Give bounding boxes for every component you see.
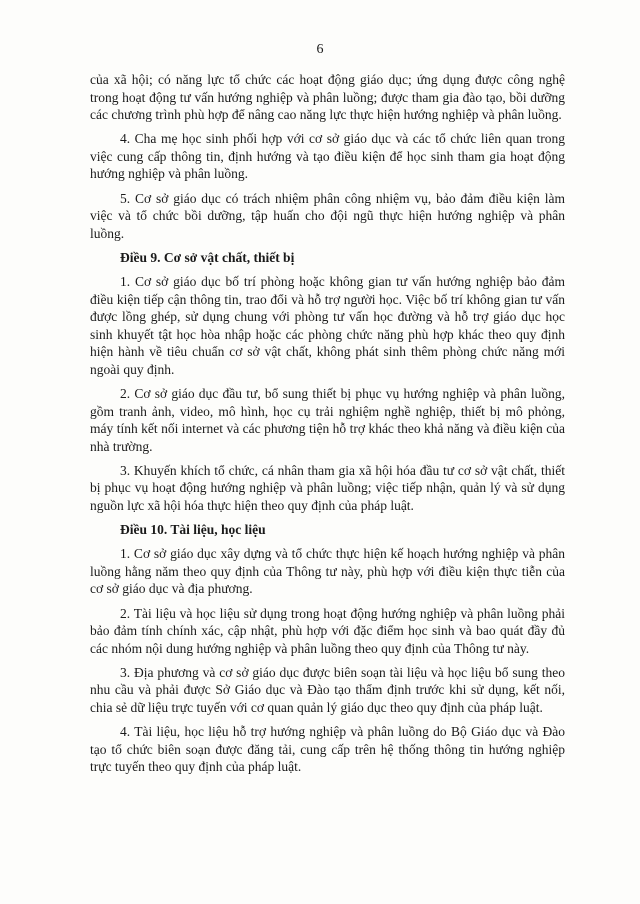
paragraph-continuation: của xã hội; có năng lực tổ chức các hoạt động giáo dục; ứng dụng được công nghệ trong hoạt động tư vấn hướng nghiệp và phân luồng; được tham gia đào tạo, bồi dưỡng các chương trình phù hợp để nâng cao năng lực thực hiện hướng nghiệp và phân luồng.	[90, 72, 565, 123]
page-number: 6	[316, 42, 324, 57]
article-10-item-1: 1. Cơ sở giáo dục xây dựng và tổ chức thực hiện kế hoạch hướng nghiệp và phân luồng hằng năm theo quy định của Thông tư này, phù hợp với điều kiện thực tiễn của cơ sở giáo dục và địa phương.	[90, 546, 565, 597]
article-9-item-1: 1. Cơ sở giáo dục bố trí phòng hoặc không gian tư vấn hướng nghiệp bảo đảm điều kiện tiếp cận thông tin, trao đổi và hỗ trợ người học. Việc bố trí không gian tư vấn được lồng ghép, sử dụng chung với phòng tư vấn học đường và hỗ trợ giáo dục học sinh khuyết tật học hòa nhập hoặc các phòng chức năng phù hợp khác theo quy định hiện hành về tiêu chuẩn cơ sở vật chất, không phát sinh thêm phòng chức năng mới ngoài quy định.	[90, 273, 565, 377]
article-10-item-4: 4. Tài liệu, học liệu hỗ trợ hướng nghiệp và phân luồng do Bộ Giáo dục và Đào tạo tổ chức biên soạn được đăng tải, cung cấp trên hệ thống thông tin hướng nghiệp trực tuyến theo quy định của pháp luật.	[90, 724, 565, 775]
article-9-heading: Điều 9. Cơ sở vật chất, thiết bị	[120, 249, 295, 265]
article-10-heading: Điều 10. Tài liệu, học liệu	[120, 522, 266, 538]
article-10-item-3: 3. Địa phương và cơ sở giáo dục được biên soạn tài liệu và học liệu bổ sung theo nhu cầu và phải được Sở Giáo dục và Đào tạo thẩm định trước khi sử dụng, kết nối, chia sẻ dữ liệu trực tuyến với cơ quan quản lý giáo dục theo quy định của pháp luật.	[90, 664, 565, 715]
document-body	[90, 71, 565, 782]
article-9-item-2: 2. Cơ sở giáo dục đầu tư, bổ sung thiết bị phục vụ hướng nghiệp và phân luồng, gồm tranh ảnh, video, mô hình, học cụ trải nghiệm nghề nghiệp, thiết bị mô phỏng, máy tính kết nối internet và các phương tiện hỗ trợ khác theo khả năng và điều kiện của nhà trường.	[90, 386, 565, 454]
article-9-item-3: 3. Khuyến khích tổ chức, cá nhân tham gia xã hội hóa đầu tư cơ sở vật chất, thiết bị phục vụ hoạt động hướng nghiệp và phân luồng; việc tiếp nhận, quản lý và sử dụng nguồn lực xã hội hóa thực hiện theo quy định của pháp luật.	[90, 462, 565, 514]
article-10-item-2: 2. Tài liệu và học liệu sử dụng trong hoạt động hướng nghiệp và phân luồng phải bảo đảm tính chính xác, cập nhật, phù hợp với đặc điểm học sinh và bao quát đầy đủ các nhóm nội dung hướng nghiệp và phân luồng theo quy định của Thông tư này.	[90, 605, 565, 656]
paragraph-item-5: 5. Cơ sở giáo dục có trách nhiệm phân công nhiệm vụ, bảo đảm điều kiện làm việc và tổ chức bồi dưỡng, tập huấn cho đội ngũ thực hiện hướng nghiệp và phân luồng.	[90, 190, 565, 241]
paragraph-item-4: 4. Cha mẹ học sinh phối hợp với cơ sở giáo dục và các tổ chức liên quan trong việc cung cấp thông tin, định hướng và tạo điều kiện để học sinh tham gia hoạt động hướng nghiệp và phân luồng.	[90, 131, 565, 182]
